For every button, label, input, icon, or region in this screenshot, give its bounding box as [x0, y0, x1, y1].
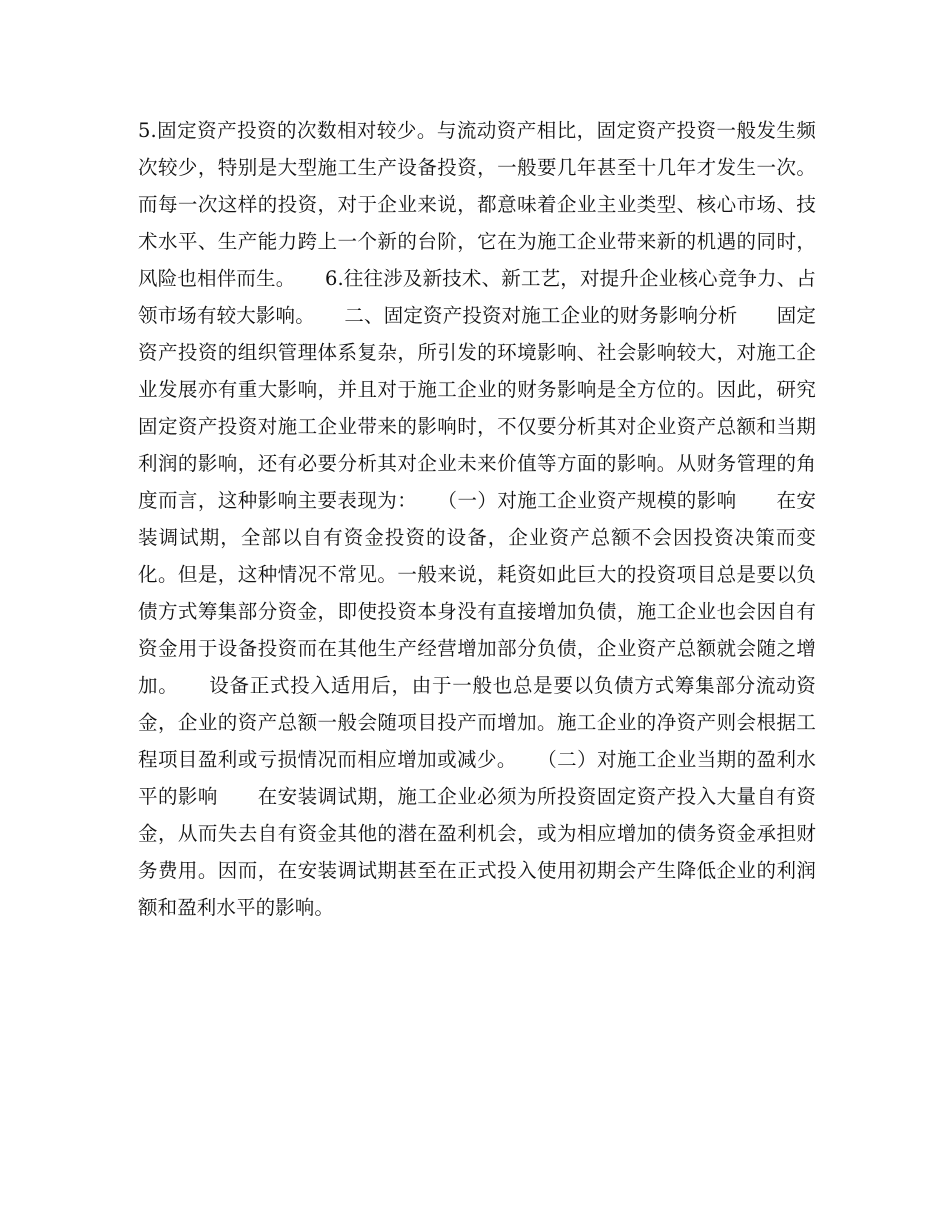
body-text: 5.固定资产投资的次数相对较少。与流动资产相比，固定资产投资一般发生频次较少，特别是大型施工生产设备投资，一般要几年甚至十几年才发生一次。而每一次这样的投资，对于企业来说，都意味着企业主业类型、核心市场、技术水平、生产能力跨上一个新的台阶，它在为施工企业带来新的机遇的同时，风险也相伴而生。 6.往往涉及新技术、新工艺，对提升企业核心竞争力、占领市场有较大影响。 二、固定资产投资对施工企业的财务影响分析 固定资产投资的组织管理体系复杂，所引发的环境影响、社会影响较大，对施工企业发展亦有重大影响，并且对于施工企业的财务影响是全方位的。因此，研究固定资产投资对施工企业带来的影响时，不仅要分析其对企业资产总额和当期利润的影响，还有必要分析其对企业未来价值等方面的影响。从财务管理的角度而言，这种影响主要表现为： （一）对施工企业资产规模的影响 在安装调试期，全部以自有资金投资的设备，企业资产总额不会因投资决策而变化。但是，这种情况不常见。一般来说，耗资如此巨大的投资项目总是要以负债方式筹集部分资金，即使投资本身没有直接增加负债，施工企业也会因自有资金用于设备投资而在其他生产经营增加部分负债，企业资产总额就会随之增加。 设备正式投入适用后，由于一般也总是要以负债方式筹集部分流动资金，企业的资产总额一般会随项目投产而增加。施工企业的净资产则会根据工程项目盈利或亏损情况而相应增加或减少。 （二）对施工企业当期的盈利水平的影响 在安装调试期，施工企业必须为所投资固定资产投入大量自有资金，从而失去自有资金其他的潜在盈利机会，或为相应增加的债务资金承担财务费用。因而，在安装调试期甚至在正式投入使用初期会产生降低企业的利润额和盈利水平的影响。 [138, 119, 816, 919]
